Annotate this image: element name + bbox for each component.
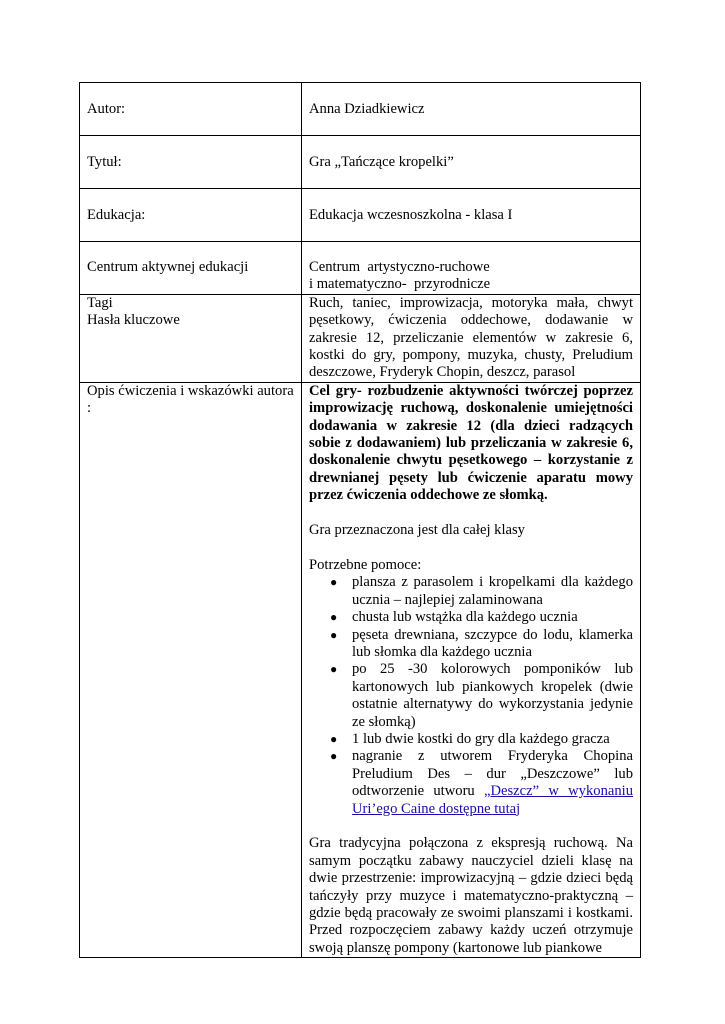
centrum-value-line1: Centrum artystyczno-ruchowe [309, 259, 490, 275]
row-tytul [80, 136, 641, 189]
centrum-value-line2: i matematyczno- przyrodnicze [309, 276, 491, 293]
list-item: ● pęseta drewniana, szczypce do lodu, klamerka lub słomka dla każdego ucznia [330, 626, 633, 660]
list-item: ● chusta lub wstążka dla każdego ucznia [330, 609, 578, 626]
nagranie-text: nagranie z utworem Fryderyka Chopina Preludium Des – dur „Deszczowe” lub odtworzenie utworu [352, 748, 633, 800]
label-cell [80, 294, 302, 382]
list-item: ● 1 lub dwie kostki do gry dla każdego gracza [330, 730, 610, 747]
label-cell [80, 382, 302, 957]
bullet-icon: ● [330, 731, 338, 746]
opis-gry-paragraph: Gra tradycyjna połączona z ekspresją ruchową. Na samym początku zabawy nauczyciel dzieli klasę na dwie przestrzenie: improwizacyjną – gdzie dzieci będą tańczyły przy muzyce i matematyczno-praktyczną – gdzie będą pracowały ze swoimi planszami i kostkami. Przed rozpoczęciem zabawy każdy uczeń otrzymuje swoją planszę pompony (kartonowe lub piankowe [309, 835, 633, 956]
autor-label: Autor: [87, 101, 126, 117]
value-cell [302, 189, 641, 242]
tytul-label: Tytuł: [87, 154, 122, 170]
cel-gry-paragraph: Cel gry- rozbudzenie aktywności twórczej poprzez improwizację ruchową, doskonalenie umiejętności dodawania w zakresie 12 (dla dzieci radzących sobie z dodawaniem) lub przeliczania w zakresie 6, doskonalenie chwytu pęsetkowego – korzystanie z drewnianej pęsety lub ćwiczenie aparatu mowy przez ćwiczenia oddechowe ze słomką. [309, 382, 633, 504]
lesson-table [79, 82, 641, 958]
pomoce-list [309, 574, 633, 818]
edukacja-label: Edukacja: [87, 207, 146, 223]
value-cell [302, 136, 641, 189]
opis-label: Opis ćwiczenia i wskazówki autora : [87, 382, 294, 417]
edukacja-value: Edukacja wczesnoszkolna - klasa I [309, 207, 513, 223]
autor-value: Anna Dziadkiewicz [309, 101, 425, 117]
label-cell [80, 189, 302, 242]
tagi-value: Ruch, taniec, improwizacja, motoryka mała, chwyt pęsetkowy, ćwiczenia oddechowe, dodawanie w zakresie 12, przeliczanie elementów w zakresie 6, kostki do gry, pompony, muzyka, chusty, Preludium deszczowe, Fryderyk Chopin, deszcz, parasol [309, 294, 633, 381]
label-cell [80, 83, 302, 136]
row-autor [80, 83, 641, 136]
bullet-icon: ● [330, 575, 338, 590]
row-opis [80, 382, 641, 957]
pomoce-heading: Potrzebne pomoce: [309, 556, 422, 573]
bullet-icon: ● [330, 627, 338, 642]
centrum-label: Centrum aktywnej edukacji [87, 259, 249, 275]
value-cell [302, 242, 641, 295]
row-tagi [80, 294, 641, 382]
tagi-label: Tagi [87, 294, 113, 311]
bullet-icon: ● [330, 749, 338, 764]
list-item [330, 748, 633, 818]
list-item: ● plansza z parasolem i kropelkami dla każdego ucznia – najlepiej zalaminowana [330, 574, 633, 608]
label-cell [80, 242, 302, 295]
row-centrum [80, 242, 641, 295]
list-item: ● po 25 -30 kolorowych pomponików lub kartonowych lub piankowych kropelek (dwie ostatnie alternatywy do wykorzystania jedynie ze słomką) [330, 661, 633, 730]
value-cell [302, 83, 641, 136]
deszcz-link[interactable]: „Deszcz” w wykonaniu Uri’ego Caine dostępne tutaj [352, 783, 633, 817]
tytul-value: Gra „Tańczące kropelki” [309, 154, 454, 170]
row-edukacja [80, 189, 641, 242]
value-cell [302, 294, 641, 382]
label-cell [80, 136, 302, 189]
value-cell [302, 382, 641, 957]
bullet-icon: ● [330, 662, 338, 677]
hasla-label: Hasła kluczowe [87, 312, 180, 329]
klasa-paragraph: Gra przeznaczona jest dla całej klasy [309, 522, 525, 539]
bullet-icon: ● [330, 610, 338, 625]
